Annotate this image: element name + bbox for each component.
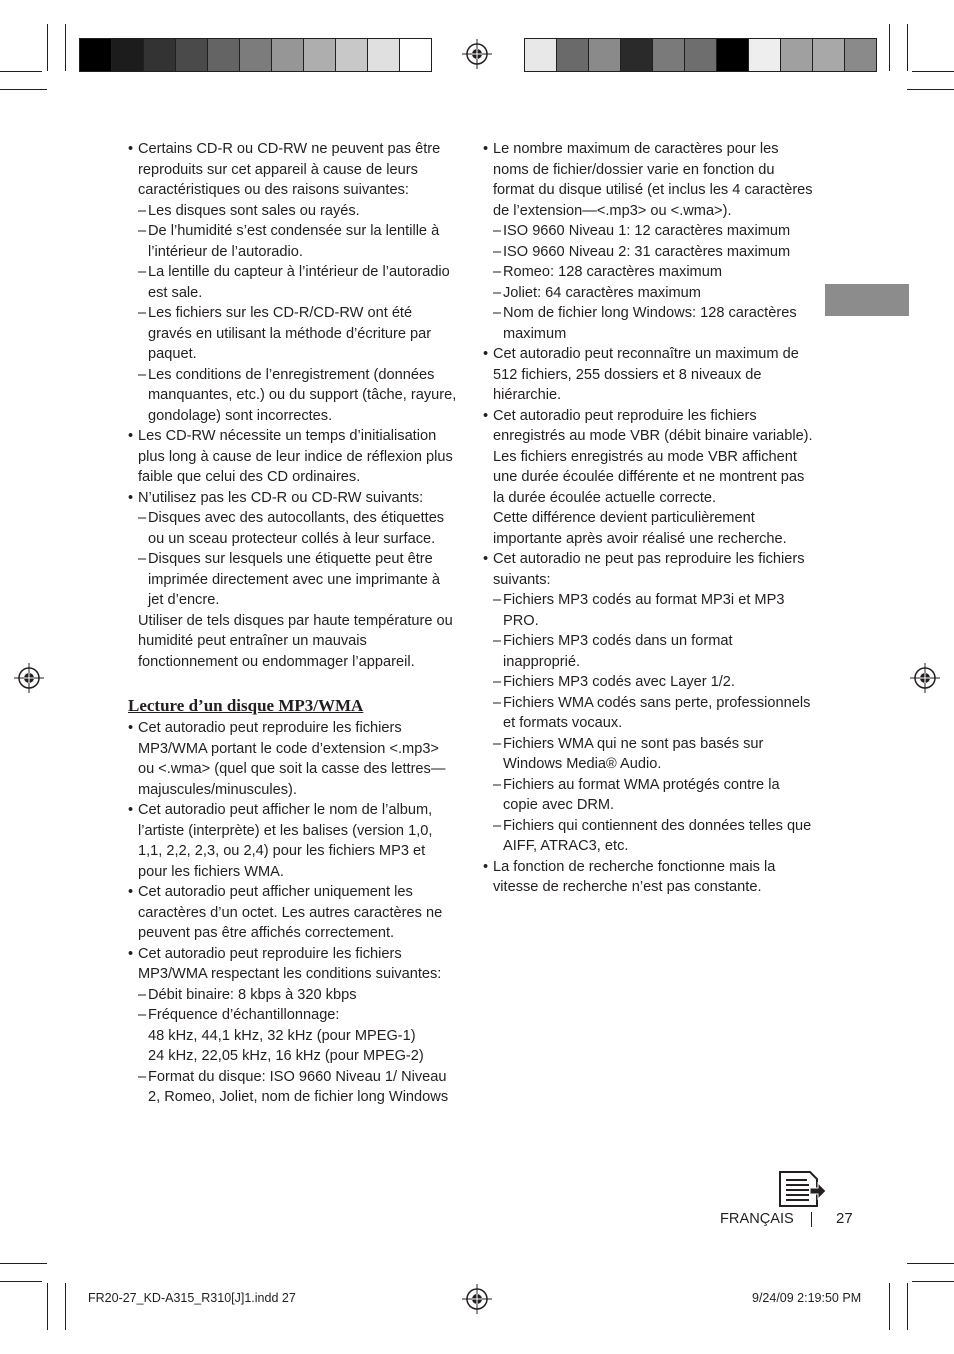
frequency-line: 24 kHz, 22,05 kHz, 16 kHz (pour MPEG-2) [148,1048,424,1064]
paragraph: Utiliser de tels disques par haute température ou humidité peut entraîner un mauvais fonctionnement ou endommager l’appareil. [138,612,453,670]
dash-item: – Nom de fichier long Windows: 128 caractères maximum [483,303,813,344]
color-swatch [112,39,144,71]
dash-item: – Fichiers MP3 codés dans un format inapproprié. [483,631,813,672]
dash-item: – Joliet: 64 caractères maximum [483,283,813,304]
color-swatch [176,39,208,71]
dash-item: – De l’humidité s’est condensée sur la lentille à l’intérieur de l’autoradio. [128,221,458,262]
crop-mark [0,71,42,72]
slug-filename: FR20-27_KD-A315_R310[J]1.indd 27 [88,1291,296,1305]
crop-mark [912,71,954,72]
frequency-label: – Fréquence d’échantillonnage: [148,1007,340,1023]
color-swatch [557,39,589,71]
color-swatch [208,39,240,71]
dash-item: – Fichiers qui contiennent des données telles que AIFF, ATRAC3, etc. [483,816,813,857]
document-arrow-icon [777,1170,827,1208]
crop-mark [889,1283,890,1330]
footer-separator [811,1212,812,1227]
crop-mark [47,1283,48,1330]
dash-item: – Format du disque: ISO 9660 Niveau 1/ Niveau 2, Romeo, Joliet, nom de fichier long Windows [128,1067,458,1108]
dash-item: – Fichiers WMA codés sans perte, professionnels et formats vocaux. [483,693,813,734]
crop-mark [907,1263,954,1264]
color-swatch [749,39,781,71]
crop-mark [65,24,66,71]
bullet-item: • Cet autoradio peut reproduire les fichiers enregistrés au mode VBR (débit binaire variable). [483,406,813,447]
registration-mark-icon [910,663,940,693]
registration-mark-icon [462,1284,492,1314]
dash-item: – Disques avec des autocollants, des étiquettes ou un sceau protecteur collés à leur surface. [128,508,458,549]
registration-mark-icon [14,663,44,693]
color-swatch [272,39,304,71]
dash-item: – Fichiers au format WMA protégés contre la copie avec DRM. [483,775,813,816]
section-heading: Lecture d’un disque MP3/WMA [128,696,364,715]
left-column [128,139,458,1108]
color-swatch [845,39,876,71]
color-swatch [80,39,112,71]
crop-mark [65,1283,66,1330]
dash-item: – Débit binaire: 8 kbps à 320 kbps [128,985,458,1006]
bullet-item: • Cet autoradio peut reproduire les fichiers MP3/WMA portant le code d’extension <.mp3> ou <.wma> (quel que soit la casse des lettres—majuscules/minuscules). [128,718,458,800]
color-swatch [813,39,845,71]
color-bar-left [79,38,432,72]
crop-mark [0,1263,47,1264]
bullet-item: • Les CD-RW nécessite un temps d’initialisation plus long à cause de leur indice de réflexion plus faible que celui des CD ordinaires. [128,426,458,488]
crop-mark [0,89,47,90]
color-swatch [717,39,749,71]
crop-mark [907,1283,908,1330]
crop-mark [912,1281,954,1282]
crop-mark [889,24,890,71]
paragraph: Les fichiers enregistrés au mode VBR affichent une durée écoulée différente et ne montrent pas la durée écoulée actuelle correcte. [493,448,805,506]
registration-mark-icon [462,39,492,69]
crop-mark [907,24,908,71]
color-swatch [144,39,176,71]
dash-item: – ISO 9660 Niveau 1: 12 caractères maximum [483,221,813,242]
footer-language: FRANÇAIS [720,1211,794,1227]
crop-mark [47,24,48,71]
dash-item: – Disques sur lesquels une étiquette peut être imprimée directement avec une imprimante à jet d’encre. [128,549,458,611]
page-number: 27 [836,1210,853,1227]
color-swatch [525,39,557,71]
dash-item: – Fichiers MP3 codés avec Layer 1/2. [483,672,813,693]
slug-timestamp: 9/24/09 2:19:50 PM [752,1291,862,1305]
dash-item: – Les conditions de l’enregistrement (données manquantes, etc.) ou du support (tâche, rayure, gondolage) sont incorrectes. [128,365,458,427]
color-swatch [621,39,653,71]
color-swatch [400,39,431,71]
color-swatch [368,39,400,71]
dash-item: – Les fichiers sur les CD-R/CD-RW ont été gravés en utilisant la méthode d’écriture par paquet. [128,303,458,365]
bullet-item: • Cet autoradio ne peut pas reproduire les fichiers suivants: [483,549,813,590]
color-swatch [781,39,813,71]
color-bar-right [524,38,877,72]
color-swatch [336,39,368,71]
crop-mark [0,1281,42,1282]
dash-item: – Fichiers WMA qui ne sont pas basés sur Windows Media® Audio. [483,734,813,775]
bullet-item: • Cet autoradio peut afficher uniquement les caractères d’un octet. Les autres caractères ne peuvent pas être affichés correctement. [128,882,458,944]
color-swatch [685,39,717,71]
right-column [483,139,813,898]
paragraph: Cette différence devient particulièrement importante après avoir réalisé une recherche. [493,510,787,547]
dash-item: – Fichiers MP3 codés au format MP3i et MP3 PRO. [483,590,813,631]
section-tab [825,284,909,316]
dash-item: – La lentille du capteur à l’intérieur de l’autoradio est sale. [128,262,458,303]
crop-mark [907,89,954,90]
color-swatch [589,39,621,71]
bullet-item: • Cet autoradio peut afficher le nom de l’album, l’artiste (interprète) et les balises (version 1,0, 1,1, 2,2, 2,3, ou 2,4) pour les fichiers MP3 et pour les fichiers WMA. [128,800,458,882]
color-swatch [304,39,336,71]
bullet-item: • Certains CD-R ou CD-RW ne peuvent pas être reproduits sur cet appareil à cause de leurs caractéristiques ou des raisons suivantes: [128,139,458,201]
color-swatch [240,39,272,71]
dash-item: – ISO 9660 Niveau 2: 31 caractères maximum [483,242,813,263]
frequency-line: 48 kHz, 44,1 kHz, 32 kHz (pour MPEG-1) [148,1027,416,1044]
bullet-item: • Cet autoradio peut reconnaître un maximum de 512 fichiers, 255 dossiers et 8 niveaux de hiérarchie. [483,344,813,406]
dash-item: – Les disques sont sales ou rayés. [128,201,458,222]
dash-item [128,1005,458,1067]
color-swatch [653,39,685,71]
bullet-item: • Cet autoradio peut reproduire les fichiers MP3/WMA respectant les conditions suivantes: [128,944,458,985]
bullet-item: • La fonction de recherche fonctionne mais la vitesse de recherche n’est pas constante. [483,857,813,898]
bullet-item: • N’utilisez pas les CD-R ou CD-RW suivants: [128,488,458,509]
bullet-item: • Le nombre maximum de caractères pour les noms de fichier/dossier varie en fonction du format du disque utilisé (et inclus les 4 caractères de l’extension—<.mp3> ou <.wma>). [483,139,813,221]
dash-item: – Romeo: 128 caractères maximum [483,262,813,283]
